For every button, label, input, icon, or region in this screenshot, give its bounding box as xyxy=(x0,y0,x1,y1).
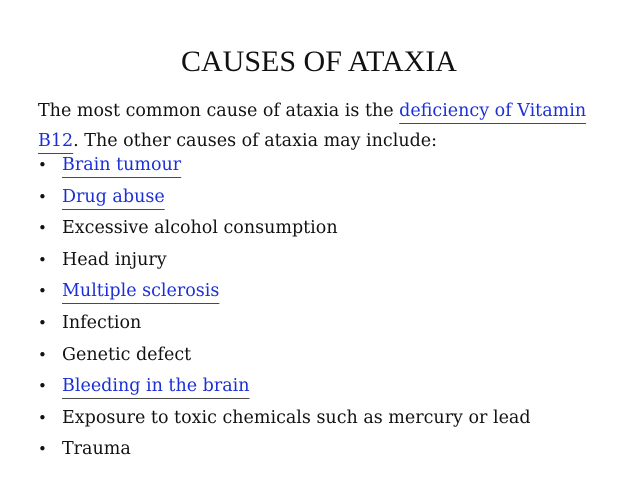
bullet-icon: • xyxy=(38,377,47,396)
list-item-text: Exposure to toxic chemicals such as mercury or lead xyxy=(62,407,531,428)
intro-text-after: . The other causes of ataxia may include: xyxy=(73,131,438,151)
bullet-icon: • xyxy=(38,250,47,269)
list-item-text: Genetic defect xyxy=(62,344,192,365)
intro-paragraph xyxy=(38,96,608,156)
list-item xyxy=(38,281,618,313)
bullet-icon: • xyxy=(38,156,47,174)
causes-list xyxy=(38,155,618,471)
bullet-icon: • xyxy=(38,408,47,427)
list-item-text: Infection xyxy=(62,312,142,333)
list-item xyxy=(38,250,618,282)
list-item xyxy=(38,408,618,440)
bullet-icon: • xyxy=(38,313,47,332)
bullet-icon: • xyxy=(38,440,47,459)
slide-title: CAUSES OF ATAXIA xyxy=(181,45,457,78)
bullet-icon: • xyxy=(38,282,47,301)
intro-text-before: The most common cause of ataxia is the xyxy=(38,101,400,121)
vitamin-b12-link[interactable]: deficiency of Vitamin B12 xyxy=(38,101,587,151)
brain-tumour-link[interactable]: Brain tumour xyxy=(62,155,182,175)
list-item xyxy=(38,313,618,345)
drug-abuse-link[interactable]: Drug abuse xyxy=(62,186,165,207)
multiple-sclerosis-link[interactable]: Multiple sclerosis xyxy=(62,281,220,302)
list-item xyxy=(38,376,618,408)
bleeding-in-brain-link[interactable]: Bleeding in the brain xyxy=(62,376,250,397)
list-item-text: Trauma xyxy=(62,439,131,460)
list-item xyxy=(38,155,618,187)
list-item xyxy=(38,345,618,377)
list-item xyxy=(38,218,618,250)
list-item xyxy=(38,439,618,471)
list-item-text: Excessive alcohol consumption xyxy=(62,218,338,239)
list-item-text: Head injury xyxy=(62,249,167,270)
bullet-icon: • xyxy=(38,219,47,238)
bullet-icon: • xyxy=(38,187,47,206)
bullet-icon: • xyxy=(38,345,47,364)
list-item xyxy=(38,187,618,219)
